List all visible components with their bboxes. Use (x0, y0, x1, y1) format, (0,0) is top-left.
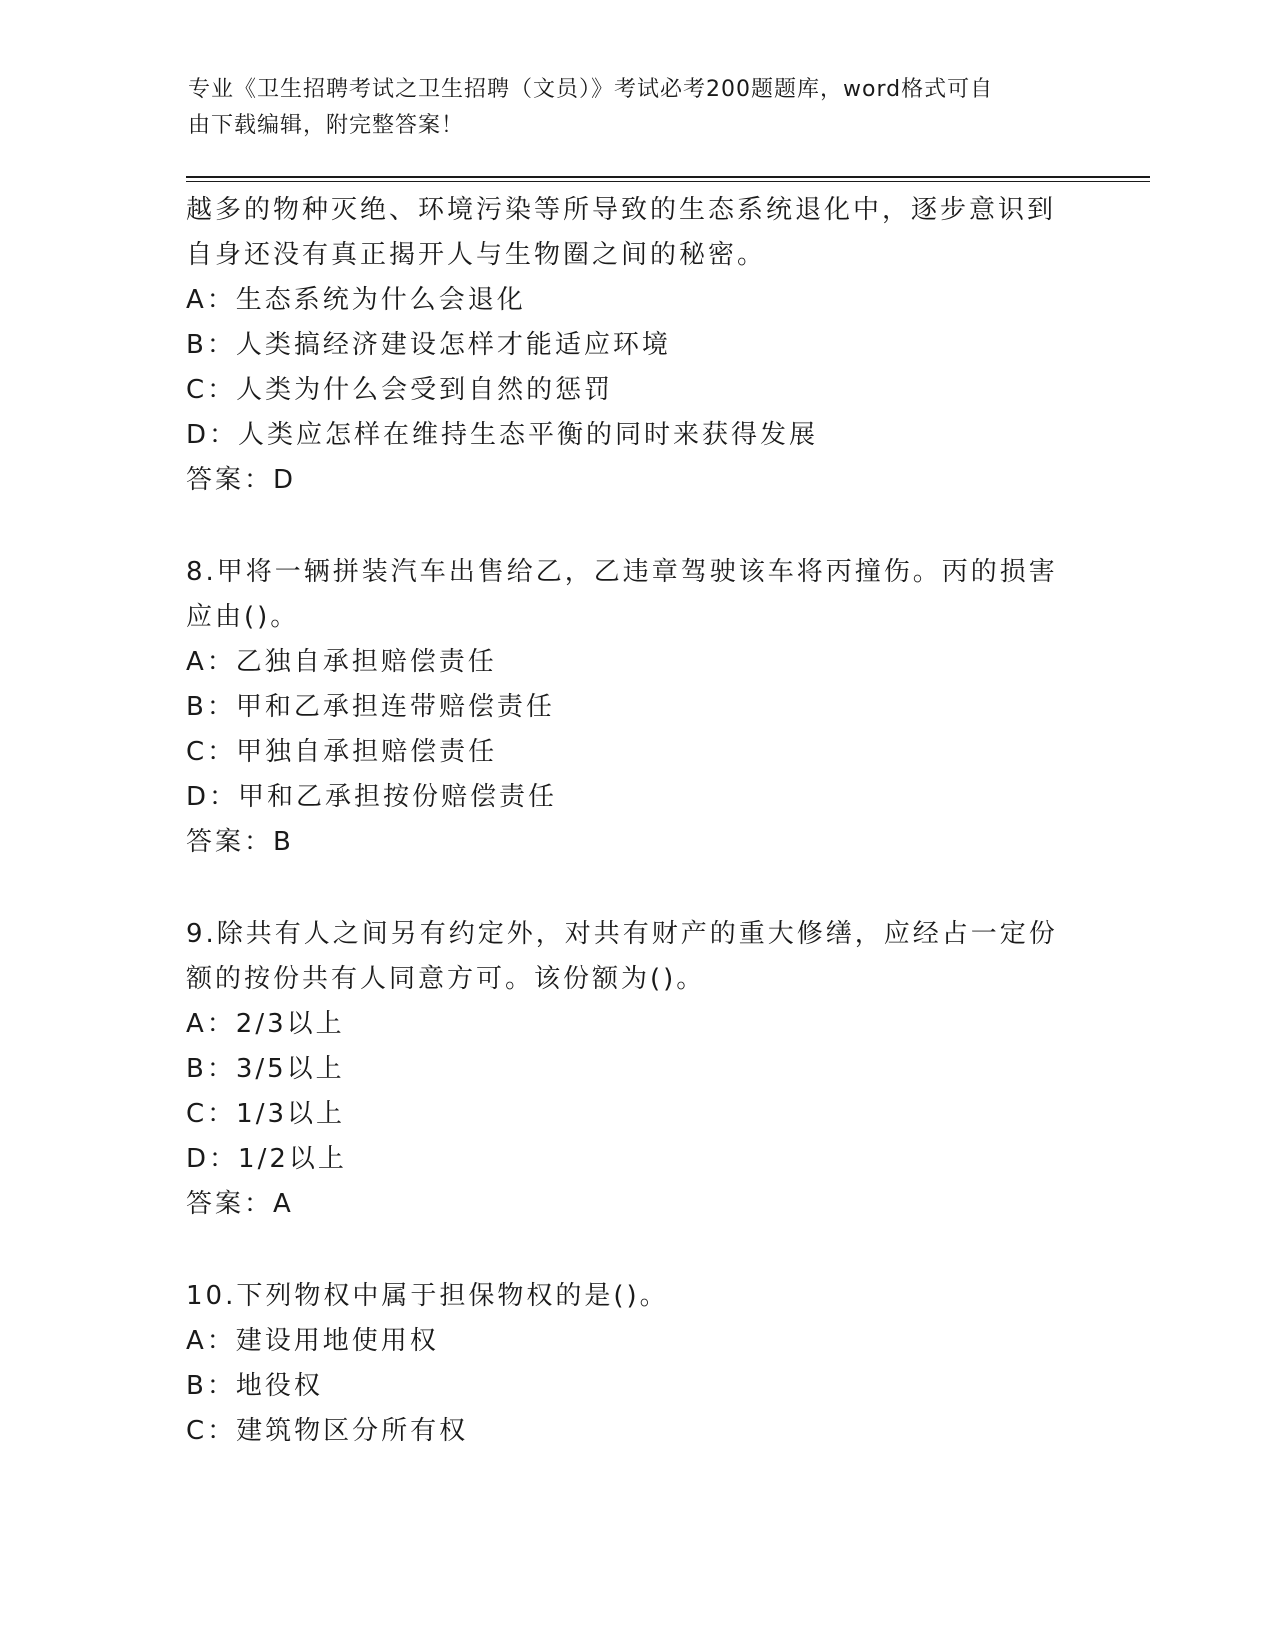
option-a: A：生态系统为什么会退化 (186, 285, 526, 315)
option-a: A：乙独自承担赔偿责任 (186, 647, 497, 677)
option-c: C：建筑物区分所有权 (186, 1416, 469, 1446)
option-c: C：1/3以上 (186, 1099, 345, 1129)
question-stem-line: 越多的物种灭绝、环境污染等所导致的生态系统退化中，逐步意识到 (186, 195, 1057, 225)
option-d: D：人类应怎样在维持生态平衡的同时来获得发展 (186, 420, 819, 450)
question-stem-line: 10.下列物权中属于担保物权的是()。 (186, 1281, 669, 1311)
option-c: C：人类为什么会受到自然的惩罚 (186, 375, 614, 405)
option-a: A：2/3以上 (186, 1009, 345, 1039)
header-line-1: 专业《卫生招聘考试之卫生招聘（文员）》考试必考200题题库，word格式可自 (188, 77, 994, 102)
option-b: B：3/5以上 (186, 1054, 345, 1084)
answer: 答案：D (186, 465, 297, 495)
question-7 (186, 188, 1066, 503)
answer: 答案：B (186, 827, 294, 857)
question-stem-line: 9.除共有人之间另有约定外，对共有财产的重大修缮，应经占一定份 (186, 919, 1058, 949)
question-10 (186, 1274, 1066, 1454)
option-b: B：人类搞经济建设怎样才能适应环境 (186, 330, 671, 360)
header-divider-thick (186, 176, 1150, 178)
question-stem-line: 应由()。 (186, 602, 300, 632)
option-b: B：甲和乙承担连带赔偿责任 (186, 692, 555, 722)
option-d: D：甲和乙承担按份赔偿责任 (186, 782, 558, 812)
option-b: B：地役权 (186, 1371, 323, 1401)
document-header (188, 72, 1068, 144)
question-stem-line: 额的按份共有人同意方可。该份额为()。 (186, 964, 706, 994)
question-9 (186, 912, 1066, 1227)
option-c: C：甲独自承担赔偿责任 (186, 737, 498, 767)
answer: 答案：A (186, 1189, 294, 1219)
question-stem-line: 8.甲将一辆拼装汽车出售给乙，乙违章驾驶该车将丙撞伤。丙的损害 (186, 557, 1058, 587)
header-line-2: 由下载编辑，附完整答案！ (188, 113, 465, 138)
question-list (186, 188, 1066, 1454)
option-a: A：建设用地使用权 (186, 1326, 439, 1356)
question-stem-line: 自身还没有真正揭开人与生物圈之间的秘密。 (186, 240, 767, 270)
option-d: D：1/2以上 (186, 1144, 347, 1174)
question-8 (186, 550, 1066, 865)
header-divider-thin (186, 181, 1150, 182)
